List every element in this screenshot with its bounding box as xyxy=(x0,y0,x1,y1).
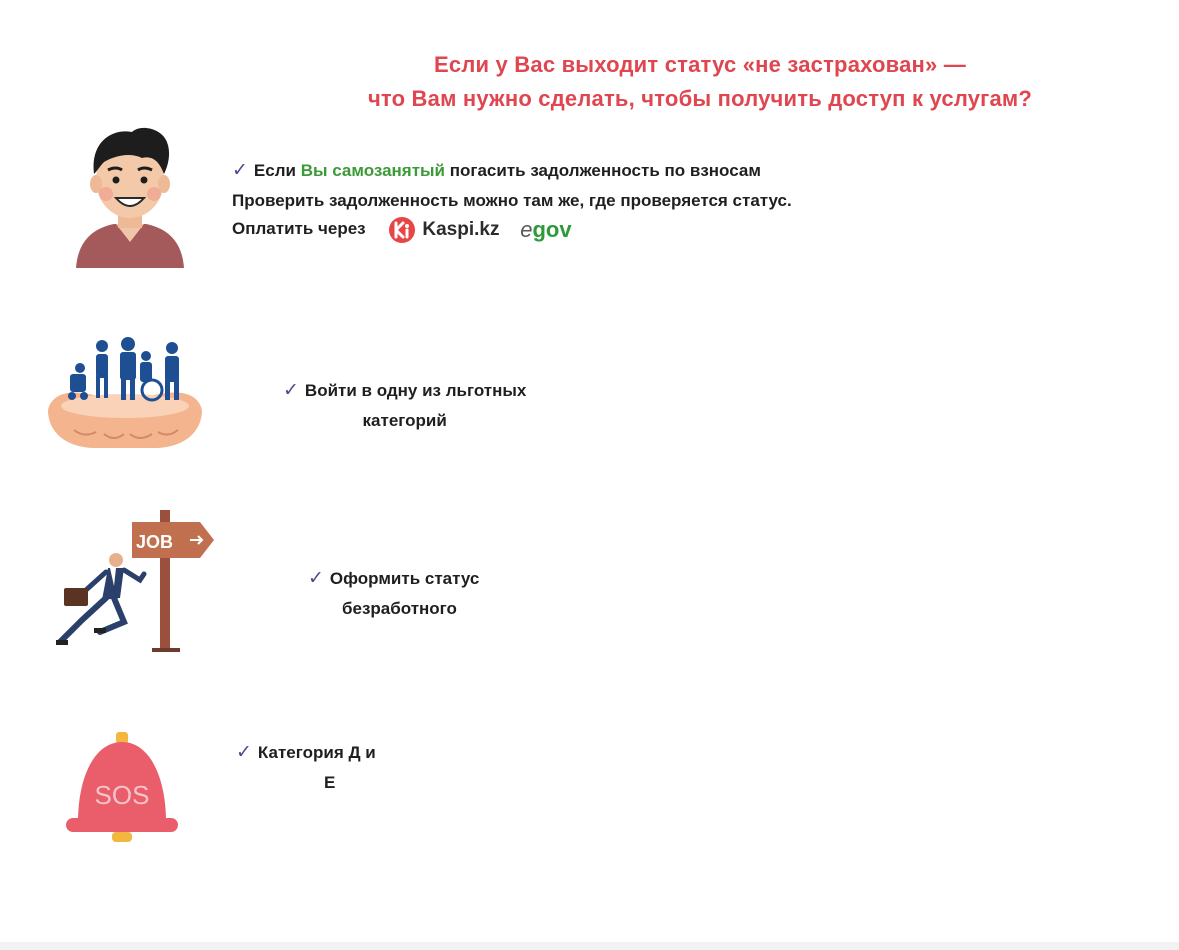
egov-e: e xyxy=(520,216,533,242)
category-line-1-text: Категория Д и xyxy=(257,743,376,762)
page-title xyxy=(290,48,1110,116)
check-icon: ✓ xyxy=(283,380,299,401)
preferential-line-2: категорий xyxy=(362,411,447,430)
job-seeker-signpost-icon xyxy=(52,508,216,654)
preferential-line-1 xyxy=(283,376,526,406)
egov-link[interactable] xyxy=(520,217,571,242)
check-icon: ✓ xyxy=(308,568,324,589)
preferential-line-1-text: Войти в одну из льготных xyxy=(304,381,527,400)
young-man-icon xyxy=(68,122,192,270)
self-employed-pre: Если xyxy=(253,161,301,180)
pay-via-label: Оплатить через xyxy=(232,219,366,238)
category-line-2: Е xyxy=(324,773,336,792)
check-icon: ✓ xyxy=(236,742,252,763)
hands-holding-people-icon xyxy=(44,334,206,454)
preferential-category-block xyxy=(283,376,526,436)
kaspi-label: Kaspi.kz xyxy=(422,218,500,240)
unemployed-status-block xyxy=(308,564,479,624)
sos-bell-icon xyxy=(62,730,182,848)
job-sign-text: JOB xyxy=(136,532,174,552)
self-employed-highlight: Вы самозанятый xyxy=(300,161,446,180)
unemployed-line-2: безработного xyxy=(342,599,457,618)
unemployed-line-1-text: Оформить статус xyxy=(329,569,480,588)
unemployed-line-1 xyxy=(308,564,479,594)
self-employed-block xyxy=(232,156,792,245)
sos-text: SOS xyxy=(94,780,150,810)
check-debt-line: Проверить задолженность можно там же, где проверяется статус. xyxy=(232,191,792,210)
kaspi-logo-icon xyxy=(388,216,416,244)
self-employed-line-1 xyxy=(232,156,792,186)
category-line-1 xyxy=(236,738,376,768)
title-line-2: что Вам нужно сделать, чтобы получить доступ к услугам? xyxy=(367,86,1033,111)
self-employed-post: погасить задолженность по взносам xyxy=(445,161,761,180)
category-d-e-block xyxy=(236,738,376,798)
check-icon: ✓ xyxy=(232,160,248,181)
egov-gov: gov xyxy=(532,216,572,242)
pay-via-line xyxy=(232,214,792,245)
kaspi-link[interactable] xyxy=(388,215,499,245)
title-line-1: Если у Вас выходит статус «не застрахован» — xyxy=(434,52,966,77)
